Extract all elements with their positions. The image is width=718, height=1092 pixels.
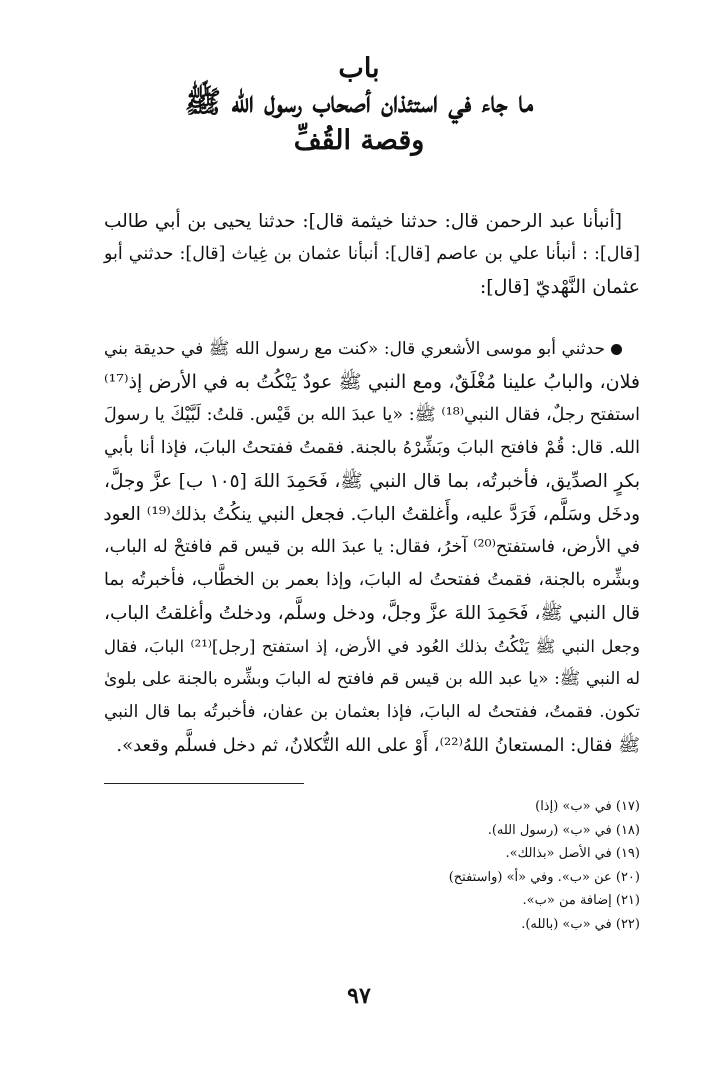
text-line: فلان، والبابُ علينا مُغْلَقٌ، ومع النبي ﷺ عودٌ يَنْكُتُ به في الأرض إذ⁽¹⁷⁾ [104, 371, 640, 393]
text-line: [قال]: : أنبأنا علي بن عاصم [قال]: أنبأنا عثمان بن غِياث [قال]: حدثني أبو [104, 244, 640, 264]
text-line: عثمان النَّهْديّ [قال]: [479, 276, 640, 298]
footnote: (١٩) في الأصل «بذالك». [505, 846, 640, 861]
text-line: استفتح رجلٌ، فقال النبي⁽¹⁸⁾ ﷺ: «يا عبدَ الله بن قَيْس. قلتُ: لَبَّيْكَ يا رسولَ [104, 405, 640, 425]
footnote: (٢٢) في «ب» (بالله). [521, 916, 640, 932]
footnote: (١٨) في «ب» (رسول الله). [487, 822, 640, 838]
text-line: الله. قال: قُمْ فافتح البابَ وبَشِّرْهُ بالجنة. فقمتُ ففتحتُ البابَ، فإذا أنا بأبي [104, 438, 640, 458]
text-line: وجعل النبي ﷺ يَنْكُتُ بذلك العُود في الأرض، إذ استفتح [رجل]⁽²¹⁾ البابَ، فقال [104, 637, 640, 656]
text-line: قال النبي ﷺ، فَحَمِدَ اللهَ عزَّ وجلَّ، ودخل وسلَّم، ودخلتُ وأغلقتُ الباب، [104, 603, 640, 624]
hadith-paragraph [104, 333, 640, 762]
bullet-icon [611, 344, 622, 355]
text-line: بكرٍ الصدِّيق، فأخبرتُه، بما قال النبي ﷺ، فَحَمِدَ اللهَ [١٠٥ ب] عزَّ وجلَّ، [104, 471, 640, 492]
text-line: تكون. فقمتُ، ففتحتُ له البابَ، فإذا بعثمان بن عفان، فأخبرتُه بما قال النبي [104, 702, 640, 722]
chapter-subtitle: وقصة القُفِّ [293, 125, 425, 156]
isnad-paragraph [104, 205, 640, 304]
chapter-title: ما جاء في استئذان أصحاب رسول الله ﷺ [184, 85, 534, 120]
text-line: في الأرض، فاستفتح⁽²⁰⁾ آخرُ، فقال: يا عبدَ الله بن قيس قم فافتحْ له الباب، [104, 537, 641, 557]
text-line: ﷺ فقال: المستعانُ اللهُ⁽²²⁾، أَوْ على الله التُّكلانُ، ثم دخل فسلَّم وقعد». [116, 735, 640, 756]
footnote: (٢٠) عن «ب». وفي «أ» (واستفتح) [448, 869, 640, 885]
text-line: [أنبأنا عبد الرحمن قال: حدثنا خيثمة قال]: حدثنا يحيى بن أبي طالب [104, 211, 622, 232]
chapter-label: باب [338, 53, 380, 84]
text-line: له النبي ﷺ: «يا عبد الله بن قيس قم فافتح له البابَ وبشِّره بالجنة على بلوىٰ [104, 669, 640, 689]
footnote: (١٧) في «ب» (إذا) [535, 799, 640, 814]
text-line [104, 333, 640, 366]
footnote-separator [104, 783, 304, 784]
text-line-content: حدثني أبو موسى الأشعري قال: «كنت مع رسول الله ﷺ في حديقة بني [104, 339, 605, 359]
page-number: ٩٧ [347, 983, 371, 1009]
text-line: ودخَل وسَلَّم، فَرَدَّ عليه، وأَغلقتُ البابَ. فجعل النبي ينكُتُ بذلك⁽¹⁹⁾ العود [103, 504, 640, 525]
footnote: (٢١) إضافة من «ب». [522, 893, 640, 908]
text-line: وبشِّره بالجنة، فقمتُ ففتحتُ له البابَ، وإذا بعمر بن الخطَّاب، فأخبرتُه بما [104, 570, 640, 590]
footnotes [300, 795, 640, 936]
